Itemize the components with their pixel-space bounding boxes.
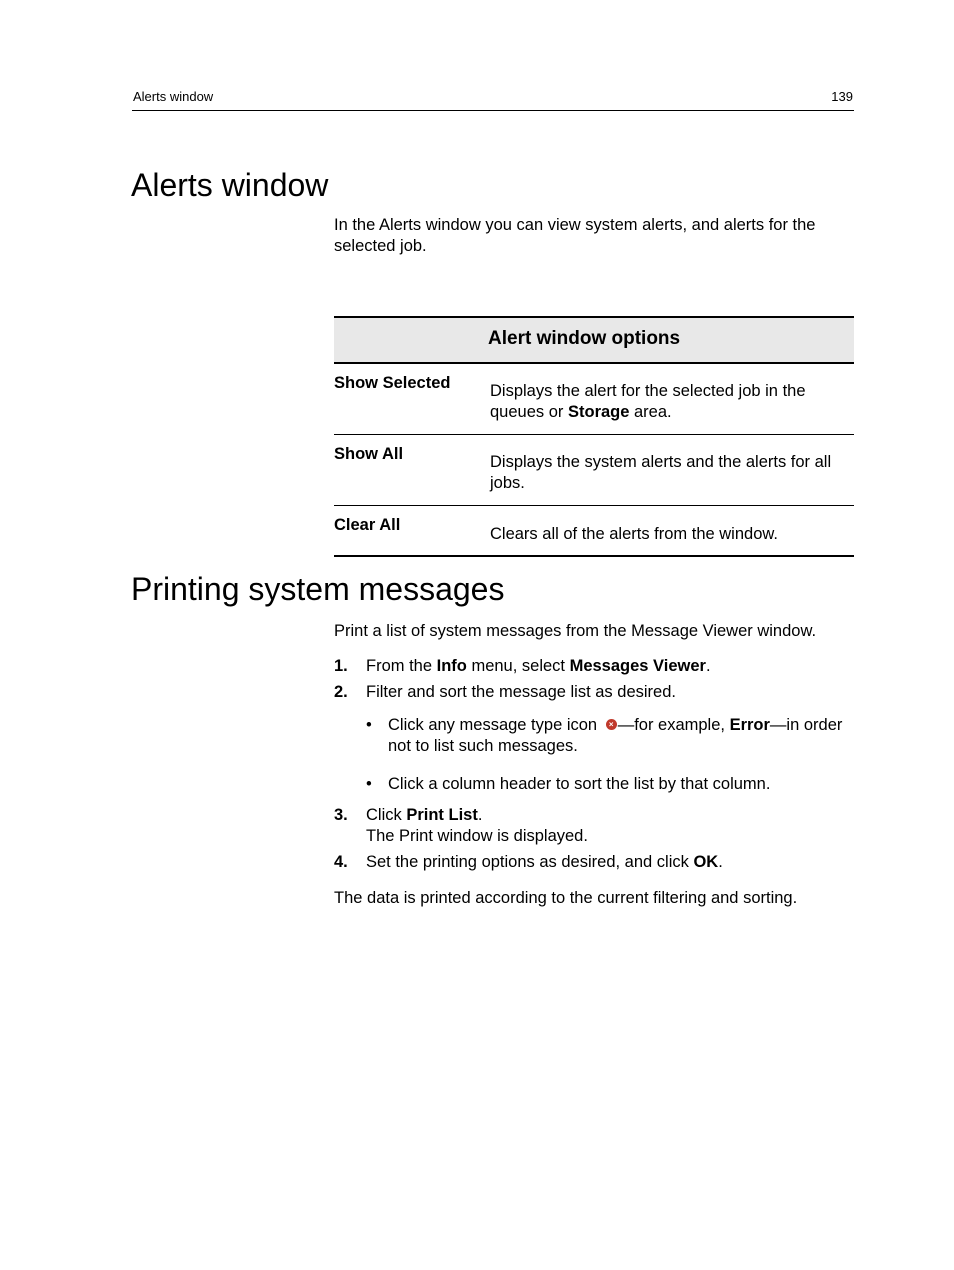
bullet-text: Click any message type icon × —for example, Error—in order not to list such messages. — [388, 716, 843, 755]
table-header — [334, 316, 854, 364]
desc-clear-all: Clears all of the alerts from the window. — [490, 525, 778, 543]
table-header-label: Alert window options — [488, 328, 681, 349]
term-show-selected: Show Selected — [334, 374, 451, 392]
bullet-dot: • — [366, 775, 372, 793]
heading-printing-system-messages: Printing system messages — [131, 571, 505, 607]
desc-show-all: Displays the system alerts and the alerts for all jobs. — [490, 453, 832, 492]
step-text: From the Info menu, select Messages Viewer. — [366, 657, 711, 675]
page-number: 139 — [831, 89, 853, 104]
bullet-dot: • — [366, 716, 372, 734]
alert-options-table — [334, 316, 854, 557]
heading-alerts-window: Alerts window — [131, 167, 329, 203]
step-text: Filter and sort the message list as desired. — [366, 683, 676, 701]
step-number: 3. — [334, 806, 348, 824]
alerts-intro: In the Alerts window you can view system alerts, and alerts for the selected job. — [334, 216, 816, 255]
page-header — [132, 88, 854, 111]
step-number: 2. — [334, 683, 348, 701]
step-number: 4. — [334, 853, 348, 871]
running-header-title: Alerts window — [133, 89, 214, 104]
desc-show-selected: Displays the alert for the selected job in the queues or Storage area. — [490, 382, 806, 421]
printing-outro: The data is printed according to the current filtering and sorting. — [334, 889, 798, 907]
term-clear-all: Clear All — [334, 516, 401, 534]
printing-intro: Print a list of system messages from the Message Viewer window. — [334, 622, 817, 640]
table-row — [334, 506, 854, 557]
step-number: 1. — [334, 657, 348, 675]
bullet-text: Click a column header to sort the list by that column. — [388, 775, 771, 793]
table-row — [334, 364, 854, 435]
error-icon: × — [606, 719, 617, 730]
term-show-all: Show All — [334, 445, 404, 463]
step-text: Click Print List. The Print window is displayed. — [366, 806, 588, 845]
table-row — [334, 435, 854, 506]
step-text: Set the printing options as desired, and click OK. — [366, 853, 723, 871]
